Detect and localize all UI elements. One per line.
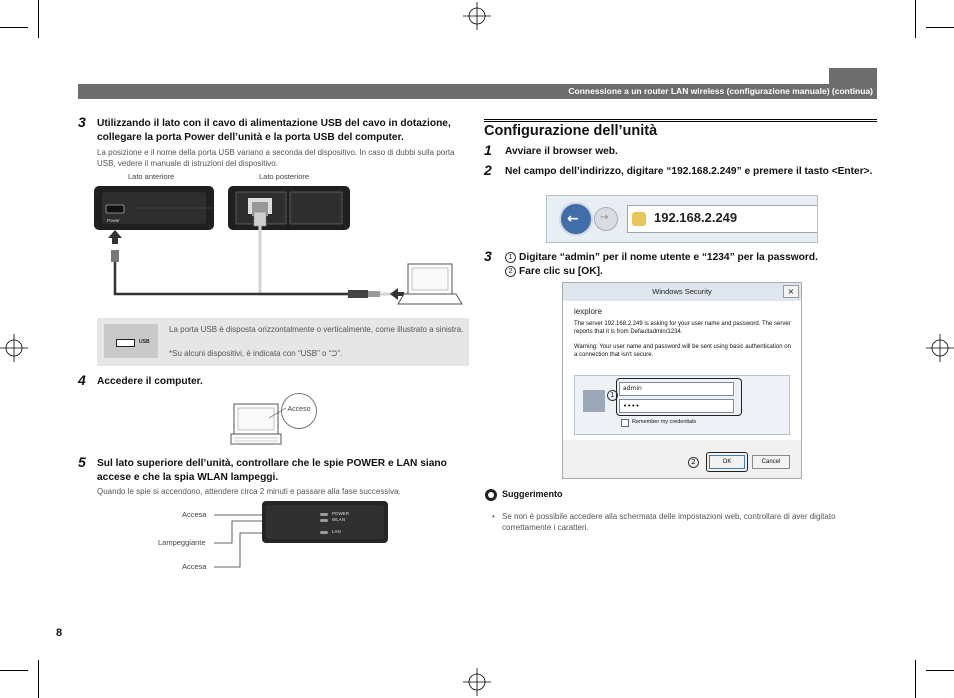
page-number: 8 <box>56 627 63 639</box>
registration-mark-icon <box>926 334 954 362</box>
step-instruction-2: 2 Fare clic su [OK]. <box>505 265 603 279</box>
power-state-label: Accesa <box>182 510 207 519</box>
rear-side-label: Lato posteriore <box>259 172 310 181</box>
dialog-message: The server 192.168.2.249 is asking for your user name and password. The server reports that it is from Defaultadmin/1234. <box>574 321 791 335</box>
bullet-icon: • <box>492 512 495 521</box>
address-bar[interactable] <box>627 205 818 233</box>
step-note: Quando le spie si accendono, attendere circa 2 minuti e passare alla fase successiva. <box>97 487 401 496</box>
callout-mark-1: 1 <box>607 390 621 401</box>
usb-info-text: La porta USB è disposta orizzontalmente o verticalmente, come illustrato a sinistra. <box>169 325 464 334</box>
tip-title: Suggerimento <box>502 489 563 499</box>
forward-button[interactable] <box>594 207 618 231</box>
browser-toolbar <box>546 195 818 243</box>
user-avatar-icon <box>583 390 605 412</box>
section-title: Configurazione dell’unità <box>484 123 658 139</box>
power-port-label: Power <box>107 218 120 223</box>
step-number: 4 <box>78 372 86 388</box>
page-icon <box>632 212 646 226</box>
cancel-button[interactable]: Cancel <box>752 455 790 469</box>
dialog-app-name: iexplore <box>574 307 603 316</box>
front-side-label: Lato anteriore <box>128 172 175 181</box>
back-button[interactable] <box>559 202 593 236</box>
registration-mark-icon <box>463 668 491 696</box>
wlan-state-label: Lampeggiante <box>158 538 206 547</box>
step-number: 3 <box>78 114 86 130</box>
step-number: 5 <box>78 454 86 470</box>
step-title: Accedere il computer. <box>97 376 203 387</box>
section-rule <box>484 121 877 122</box>
arrow-left-icon: ← <box>567 211 579 227</box>
callout-mark-2: 2 <box>688 457 702 468</box>
windows-security-dialog <box>562 282 802 479</box>
wlan-led-label: WLAN <box>332 517 346 522</box>
step-title: Nel campo dell’indirizzo, digitare “192.168.2.249” e premere il tasto <Enter>. <box>505 166 873 177</box>
step-title: Sul lato superiore dell’unità, controllare che le spie POWER e LAN siano accese e che la spia WLAN lampeggi. <box>97 458 447 483</box>
address-url: 192.168.2.249 <box>654 210 738 225</box>
step-title: Utilizzando il lato con il cavo di alimentazione USB del cavo in dotazione, collegare la porta Power dell’unità e la porta USB del computer. <box>97 118 451 143</box>
ok-button[interactable]: OK <box>709 455 745 469</box>
credential-tile <box>574 375 790 435</box>
usb-info-footnote: *Su alcuni dispositivi, è indicata con “USB” o “⮊”. <box>169 349 343 358</box>
tip-icon <box>485 489 497 501</box>
header-section-title: Connessione a un router LAN wireless (configurazione manuale) (continua) <box>568 86 873 96</box>
power-led-label: POWER <box>332 511 350 516</box>
step-title: Avviare il browser web. <box>505 146 618 157</box>
wlan-led-icon <box>320 519 328 522</box>
registration-mark-icon <box>463 2 491 30</box>
power-on-label: Acceso <box>287 406 311 413</box>
lan-state-label: Accesa <box>182 562 207 571</box>
password-input[interactable]: •••• <box>619 399 734 413</box>
usb-port-illustration <box>104 324 158 358</box>
lan-led-icon <box>320 531 328 534</box>
usb-badge: USB <box>139 339 150 345</box>
arrow-right-icon: → <box>600 212 609 223</box>
step-number: 1 <box>484 142 492 158</box>
step-number: 2 <box>484 162 492 178</box>
header-tab <box>829 68 877 84</box>
step-number: 3 <box>484 248 492 264</box>
connection-diagram <box>94 182 464 312</box>
username-input[interactable]: admin <box>619 382 734 396</box>
lan-led-label: LAN <box>332 529 341 534</box>
dialog-close-button[interactable]: × <box>783 285 799 298</box>
unit-top-panel <box>262 501 388 543</box>
dialog-warning: Warning: Your user name and password will be sent using basic authentication on a connection that isn't secure. <box>574 344 791 358</box>
remember-checkbox[interactable] <box>621 419 629 427</box>
credentials-highlight <box>616 378 742 416</box>
step-instruction-1: 1 Digitare “admin” per il nome utente e “1234” per la password. <box>505 251 818 265</box>
power-led-icon <box>320 513 328 516</box>
step-note: La posizione e il nome della porta USB variano a seconda del dispositivo. In caso di dubbi sulla porta USB, vedere il manuale di istruzioni del dispositivo. <box>97 148 455 168</box>
remember-label: Remember my credentials <box>632 419 697 425</box>
section-rule <box>484 119 877 120</box>
dialog-title: Windows Security <box>652 287 712 296</box>
tip-text: Se non è possibile accedere alla schermata delle impostazioni web, controllare di aver digitato correttamente i caratteri. <box>502 512 836 532</box>
registration-mark-icon <box>0 334 28 362</box>
